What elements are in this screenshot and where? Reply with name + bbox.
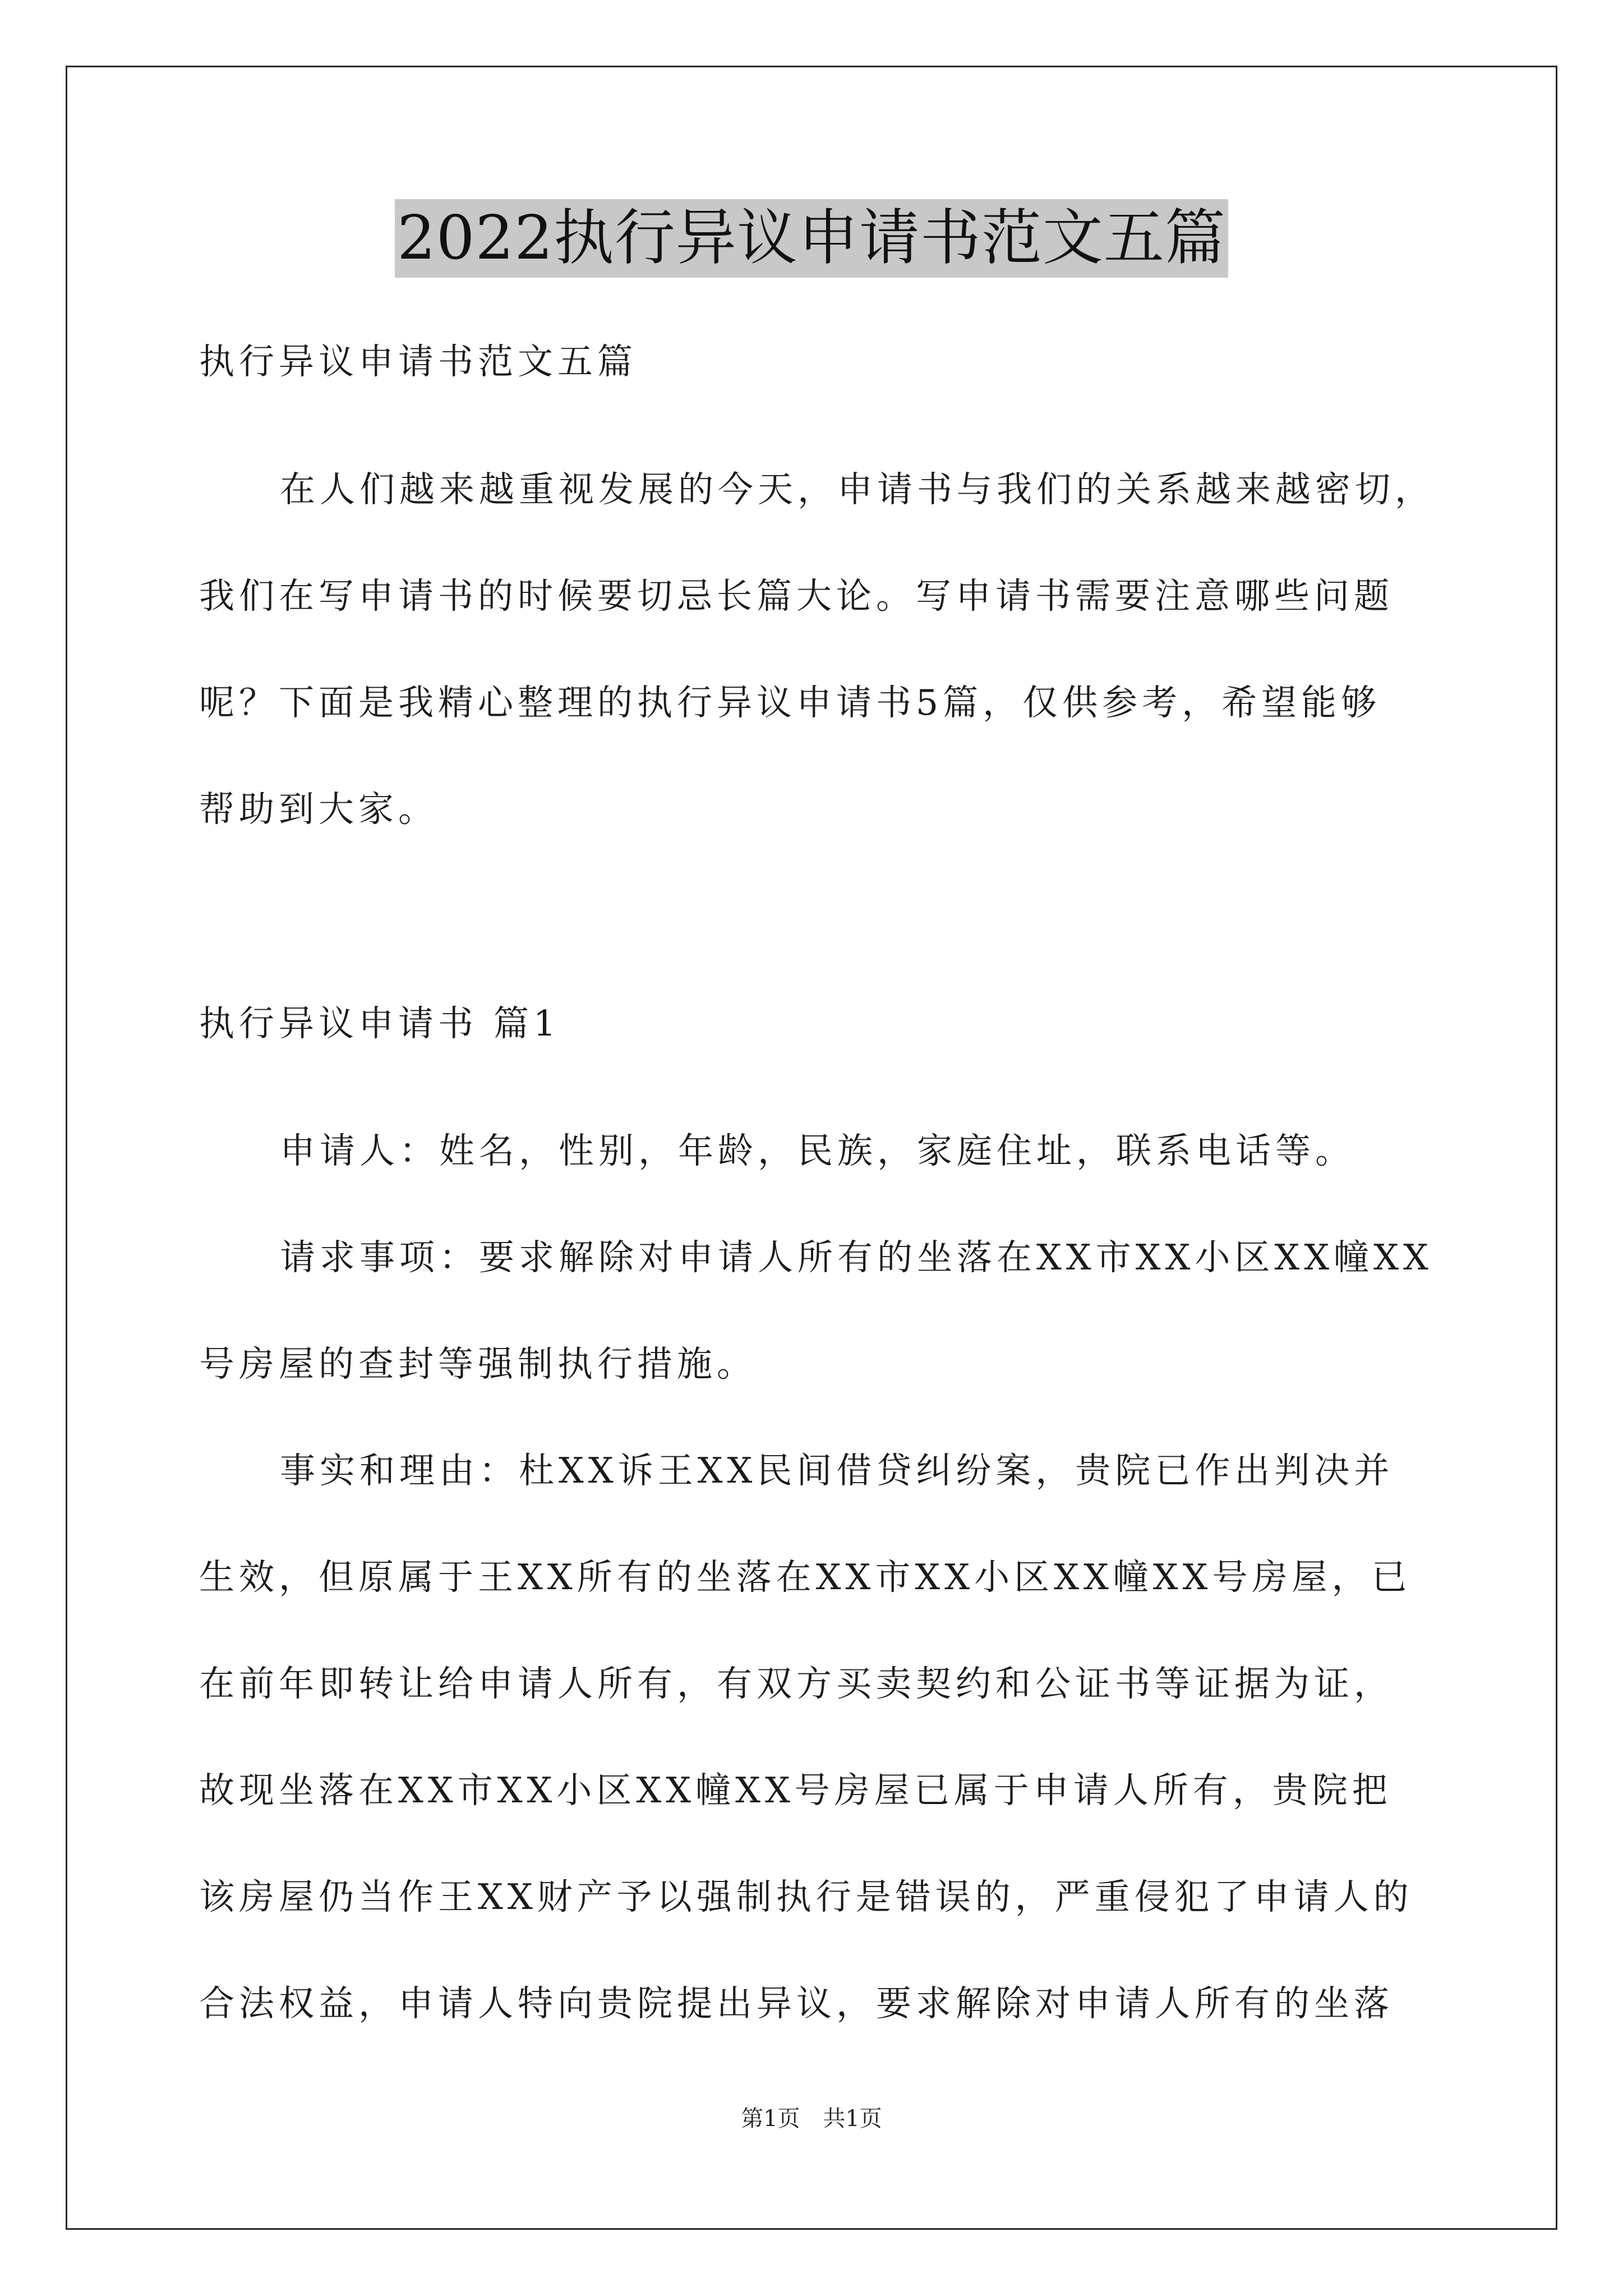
title-container xyxy=(0,199,1623,278)
body-line: 我们在写申请书的时候要切忌长篇大论。写申请书需要注意哪些问题 xyxy=(199,576,1394,616)
body-line: 申请人：姓名，性别，年龄，民族，家庭住址，联系电话等。 xyxy=(280,1130,1355,1171)
page-number: 第1页 xyxy=(741,2106,800,2132)
document-title: 2022执行异议申请书范文五篇 xyxy=(395,199,1228,278)
body-line: 请求事项：要求解除对申请人所有的坐落在XX市XX小区XX幢XX xyxy=(280,1237,1433,1278)
body-line: 合法权益，申请人特向贵院提出异议，要求解除对申请人所有的坐落 xyxy=(199,1983,1394,2024)
body-line: 执行异议申请书范文五篇 xyxy=(199,341,637,382)
body-line: 生效，但原属于王XX所有的坐落在XX市XX小区XX幢XX号房屋，已 xyxy=(199,1557,1412,1598)
body-line: 呢？下面是我精心整理的执行异议申请书5篇，仅供参考，希望能够 xyxy=(199,682,1381,723)
body-line: 在前年即转让给申请人所有，有双方买卖契约和公证书等证据为证， xyxy=(199,1663,1394,1704)
body-line: 号房屋的查封等强制执行措施。 xyxy=(199,1343,757,1384)
body-line: 故现坐落在XX市XX小区XX幢XX号房屋已属于申请人所有，贵院把 xyxy=(199,1770,1392,1811)
body-line: 在人们越来越重视发展的今天，申请书与我们的关系越来越密切， xyxy=(280,469,1435,510)
body-line: 该房屋仍当作王XX财产予以强制执行是错误的，严重侵犯了申请人的 xyxy=(199,1876,1413,1917)
section-heading: 执行异议申请书 篇1 xyxy=(199,1003,561,1044)
page-footer xyxy=(0,2105,1623,2133)
body-line: 事实和理由：杜XX诉王XX民间借贷纠纷案，贵院已作出判决并 xyxy=(280,1450,1394,1491)
page-total: 共1页 xyxy=(823,2106,882,2132)
body-line: 帮助到大家。 xyxy=(199,789,438,830)
